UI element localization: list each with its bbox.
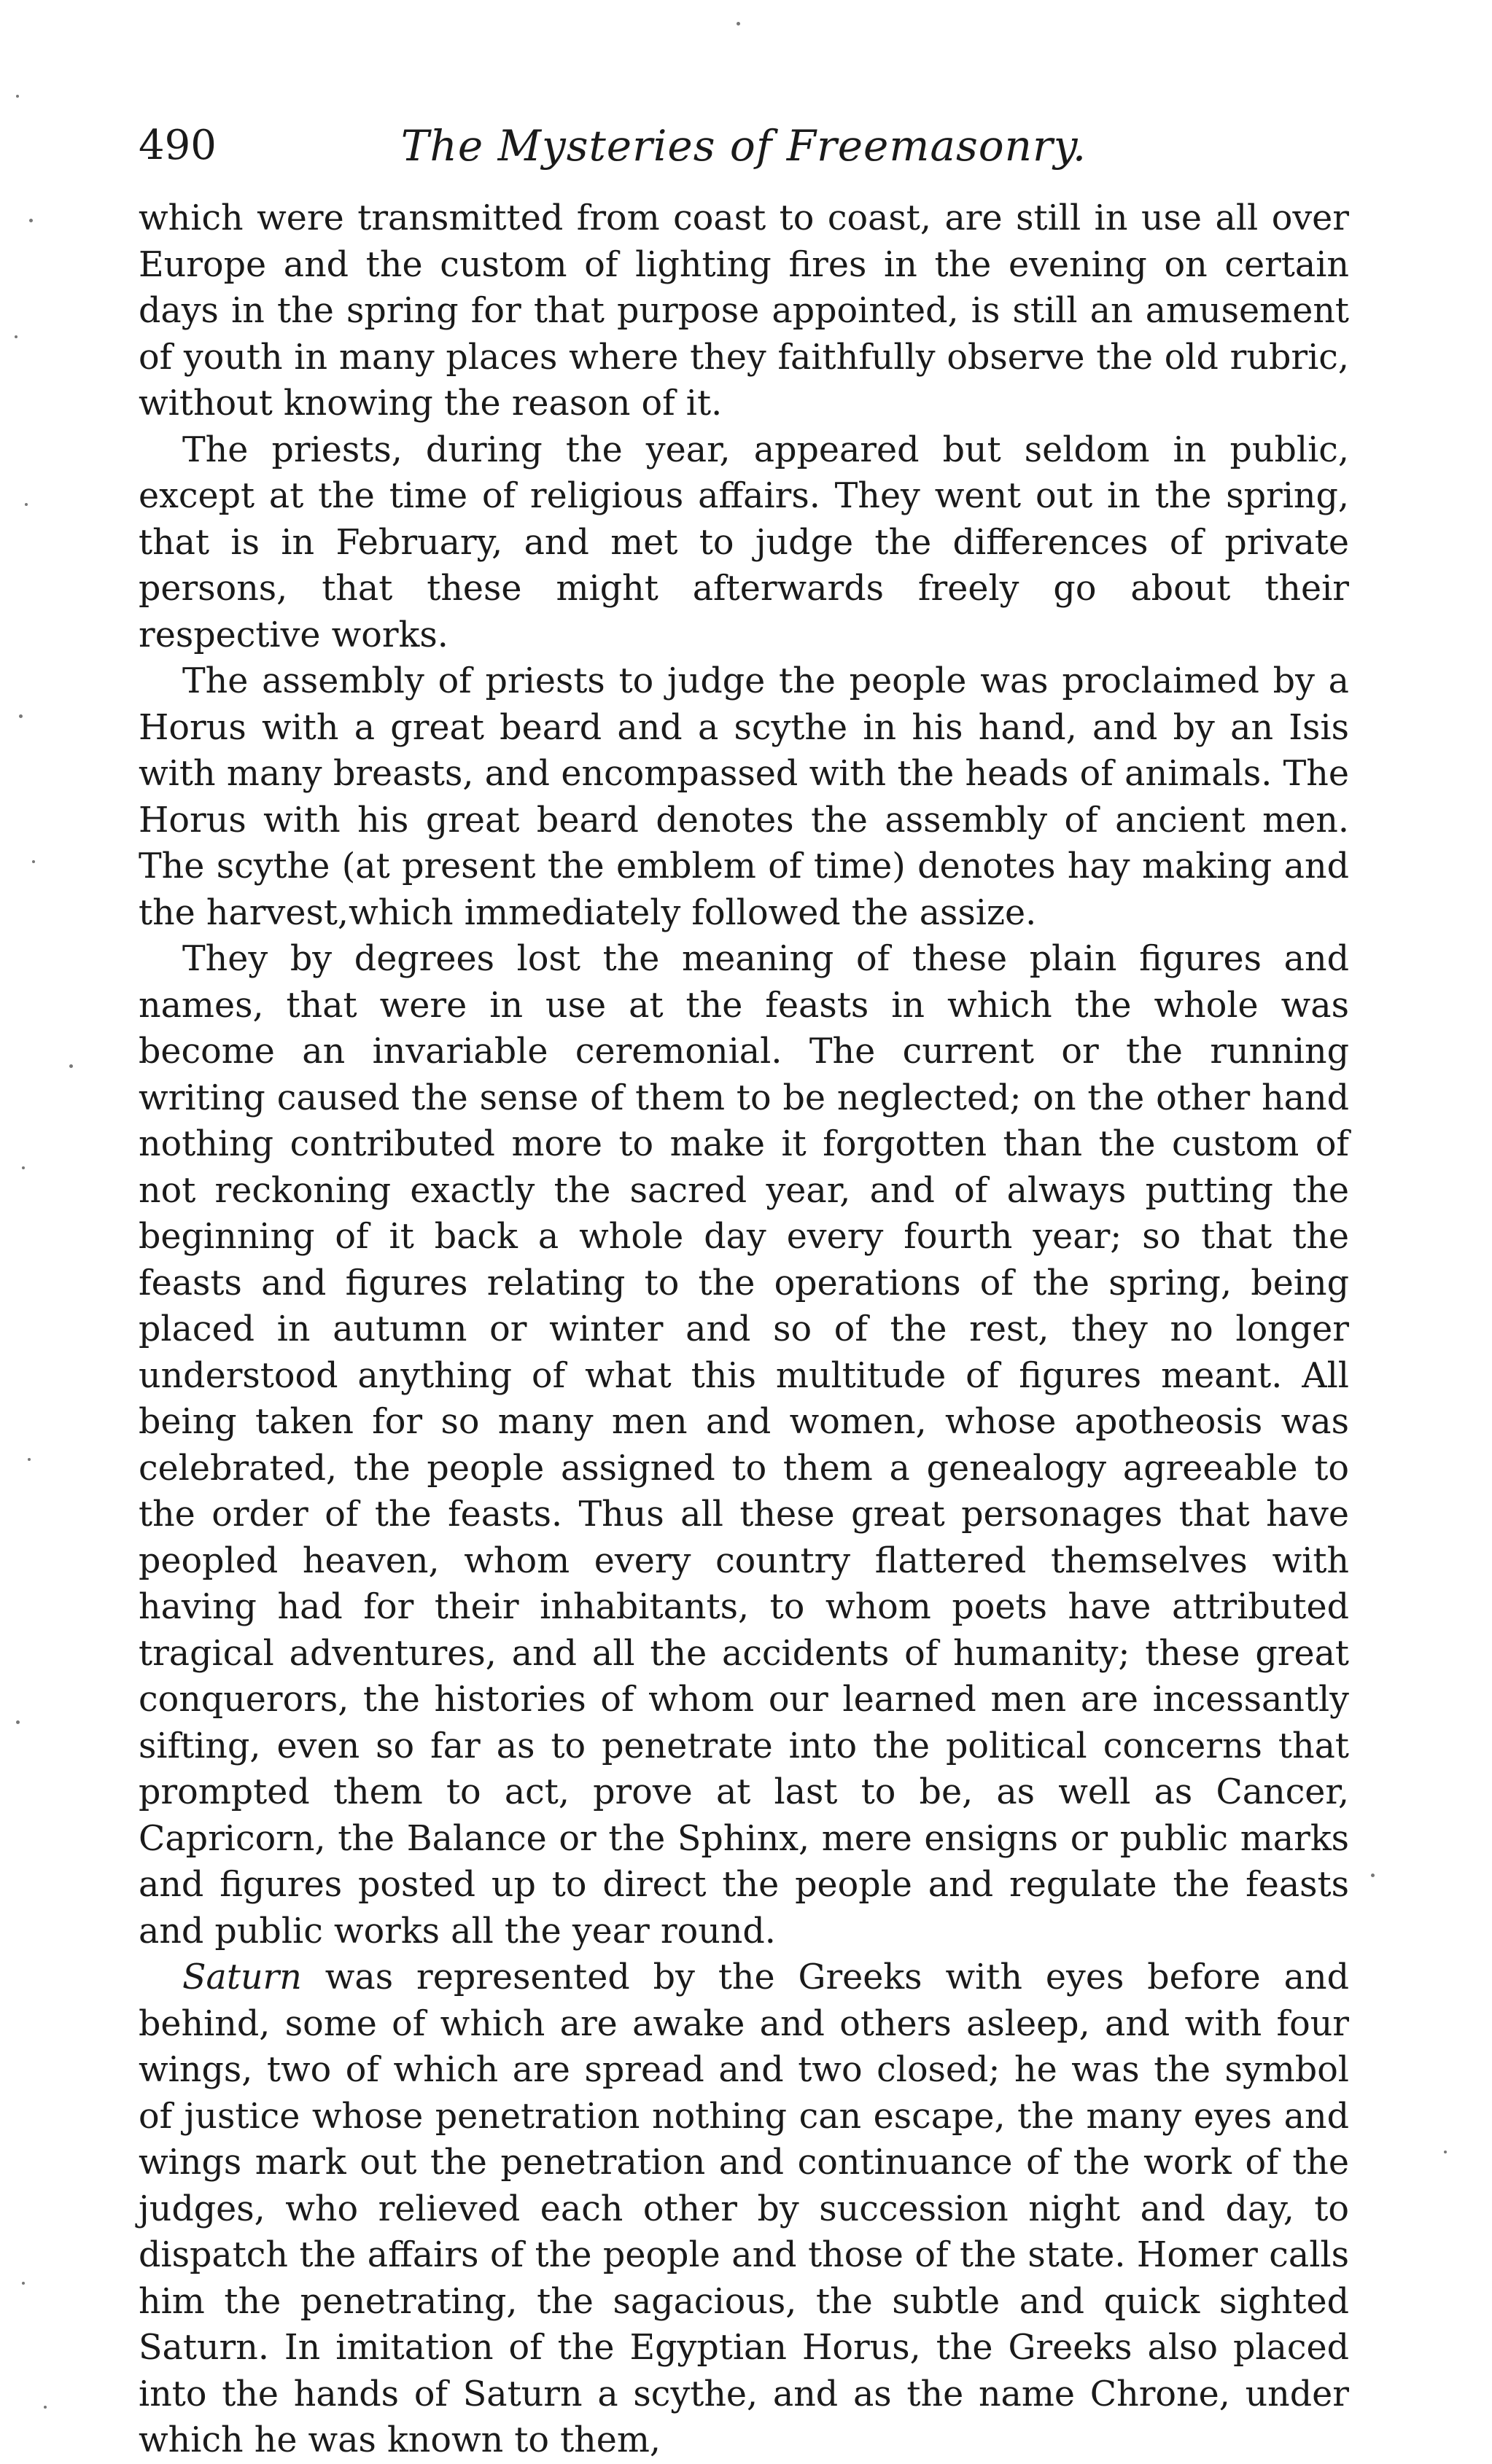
scan-speck — [15, 335, 18, 338]
scan-speck — [69, 1064, 73, 1068]
scan-speck — [19, 714, 23, 718]
paragraph-figures — [139, 936, 1349, 1954]
page-header — [139, 117, 1349, 175]
scan-speck — [32, 860, 35, 863]
scan-speck — [1371, 1874, 1375, 1877]
paragraph-continued — [139, 195, 1349, 427]
scan-speck — [1444, 2151, 1447, 2153]
scan-speck — [16, 1720, 20, 1724]
scan-speck — [16, 95, 19, 98]
scan-speck — [25, 503, 28, 506]
paragraph-text: was represented by the Greeks with eyes before and behind, some of which are awake and others asleep, and with four wings, two of which are spread and two closed; he was the symbol of justice whose penetration nothing can escape, the many eyes and wings mark out the penetration and continuance of the work of the judges, who relieved each other by succession night and day, to dispatch the affairs of the people and those of the state. Homer calls him the penetrating, the sagacious, the subtle and quick sighted Saturn. In imitation of the Egyptian Horus, the Greeks also placed into the hands of Saturn a scythe, and as the name Chrone, under which he was known to them, — [139, 1957, 1349, 2460]
paragraph-text: which were transmitted from coast to coast, are still in use all over Europe and the custom of lighting fires in the evening on certain days in the spring for that purpose appointed, is still an amusement of youth in many places where they faithfully observe the old rubric, without knowing the reason of it. — [139, 198, 1349, 424]
running-title: The Mysteries of Freemasonry. — [400, 121, 1087, 171]
paragraph-assembly — [139, 658, 1349, 936]
paragraph-text: They by degrees lost the meaning of these plain figures and names, that were in use at the feasts in which the whole was become an invariable ceremonial. The current or the running writing caused the sense of them to be neglected; on the other hand nothing contributed more to make it forgotten than the custom of not reckoning exactly the sacred year, and of always putting the beginning of it back a whole day every fourth year; so that the feasts and figures relating to the operations of the spring, being placed in autumn or winter and so of the rest, they no longer understood anything of what this multitude of figures meant. All being taken for so many men and women, whose apotheosis was celebrated, the people assigned to them a genealogy agreeable to the order of the feasts. Thus all these great personages that have peopled heaven, whom every country flattered themselves with having had for their inhabitants, to whom poets have attributed tragical adventures, and all the accidents of humanity; these great conquerors, the histories of whom our learned men are incessantly sifting, even so far as to penetrate into the political concerns that prompted them to act, prove at last to be, as well as Cancer, Capricorn, the Balance or the Sphinx, mere ensigns or public marks and figures posted up to direct the people and regulate the feasts and public works all the year round. — [139, 939, 1349, 1952]
page-body — [139, 195, 1349, 2464]
scan-speck — [44, 2406, 47, 2409]
scan-speck — [737, 22, 740, 26]
paragraph-lead-word: Saturn — [182, 1957, 302, 1997]
paragraph-saturn — [139, 1954, 1349, 2464]
scan-speck — [22, 2282, 25, 2285]
paragraph-text: The priests, during the year, appeared but seldom in public, except at the time of religious affairs. They went out in the spring, that is in February, and met to judge the differences of private persons, that these might afterwards freely go about their respective works. — [139, 429, 1349, 655]
scan-speck — [28, 1458, 31, 1461]
paragraph-text: The assembly of priests to judge the people was proclaimed by a Horus with a great beard and a scythe in his hand, and by an Isis with many breasts, and encompassed with the heads of animals. The Horus with his great beard denotes the assembly of ancient men. The scythe (at present the emblem of time) denotes hay making and the harvest,which immediately followed the assize. — [139, 661, 1349, 933]
paragraph-priests — [139, 427, 1349, 659]
page-number: 490 — [139, 122, 217, 169]
scan-speck — [22, 1166, 25, 1169]
scan-speck — [29, 219, 33, 222]
